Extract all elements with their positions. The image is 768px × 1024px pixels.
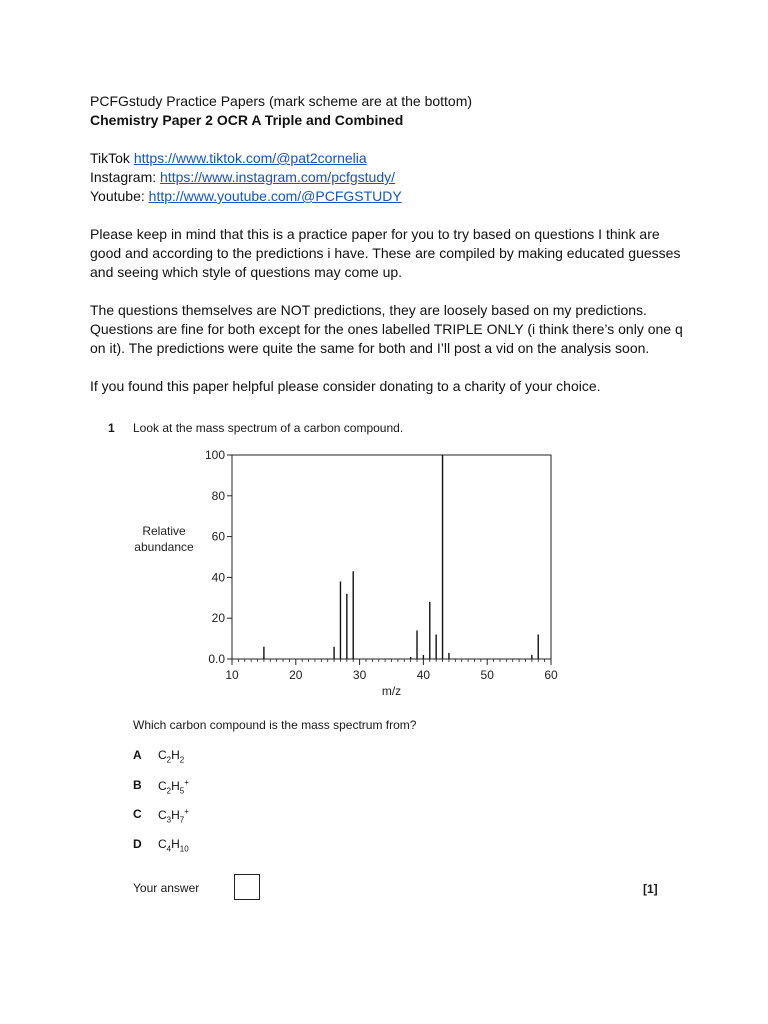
mass-spectrum-chart — [120, 445, 580, 705]
paper-title: Chemistry Paper 2 OCR A Triple and Combined — [90, 112, 404, 128]
question-prompt: Look at the mass spectrum of a carbon compound. — [133, 421, 404, 435]
answer-box[interactable] — [234, 874, 260, 900]
youtube-line: Youtube: http://www.youtube.com/@PCFGSTUDY — [90, 188, 402, 204]
y-axis-label-line: Relative — [142, 524, 186, 538]
x-tick-label: 30 — [352, 668, 367, 682]
y-tick-label: 100 — [204, 448, 225, 462]
intro-paragraph-1: Please keep in mind that this is a practice paper for you to try based on questions I think are good and according to the predictions i have. These are compiled by making educated guesses and seeing which style of questions may come up. — [90, 226, 681, 280]
instagram-line: Instagram: https://www.instagram.com/pcfgstudy/ — [90, 169, 396, 185]
x-tick-label: 50 — [480, 668, 494, 682]
x-tick-label: 10 — [225, 668, 239, 682]
question-number: 1 — [108, 421, 115, 435]
x-axis-label: m/z — [381, 684, 402, 698]
option-formula-b: $C_2H_5^+$ — [158, 778, 189, 796]
plot-frame — [232, 455, 551, 659]
y-tick-label: 20 — [211, 611, 225, 626]
y-axis-label-line: abundance — [134, 540, 194, 554]
youtube-link[interactable]: http://www.youtube.com/@PCFGSTUDY — [148, 188, 402, 204]
option-letter-b: B — [133, 778, 142, 792]
instagram-link[interactable]: https://www.instagram.com/pcfgstudy/ — [160, 169, 396, 185]
x-tick-label: 20 — [289, 668, 303, 682]
option-letter-d: D — [133, 837, 142, 851]
option-letter-a: A — [133, 748, 142, 762]
header-line: PCFGstudy Practice Papers (mark scheme are at the bottom) — [90, 93, 473, 109]
intro-paragraph-2: The questions themselves are NOT predictions, they are loosely based on my predictions. Questions are fine for both except for the ones labelled TRIPLE ONLY (i think there’s only one q on it). The predictions were quite the same for both and I’ll post a vid on the analysis soon. — [90, 302, 683, 356]
y-tick-label: 60 — [211, 529, 225, 544]
option-formula-c: $C_3H_7^+$ — [158, 807, 189, 825]
option-formula-d: $C_4H_{10}$ — [158, 837, 189, 854]
intro-paragraph-3: If you found this paper helpful please consider donating to a charity of your choice. — [90, 378, 601, 394]
tiktok-link[interactable]: https://www.tiktok.com/@pat2cornelia — [133, 150, 367, 166]
y-tick-label: 40 — [211, 570, 225, 585]
option-letter-c: C — [133, 807, 142, 821]
answer-label: Your answer — [133, 881, 200, 895]
y-tick-label: 80 — [211, 488, 225, 503]
y-tick-label: 0.0 — [208, 652, 225, 666]
intro-section — [90, 92, 690, 396]
x-tick-label: 60 — [544, 668, 558, 682]
option-formula-a: $C_2H_2$ — [158, 748, 185, 765]
tiktok-line: TikTok https://www.tiktok.com/@pat2cornelia — [90, 150, 367, 166]
marks-label: [1] — [643, 882, 658, 896]
question-ask: Which carbon compound is the mass spectrum from? — [133, 718, 417, 732]
x-tick-label: 40 — [416, 668, 431, 682]
